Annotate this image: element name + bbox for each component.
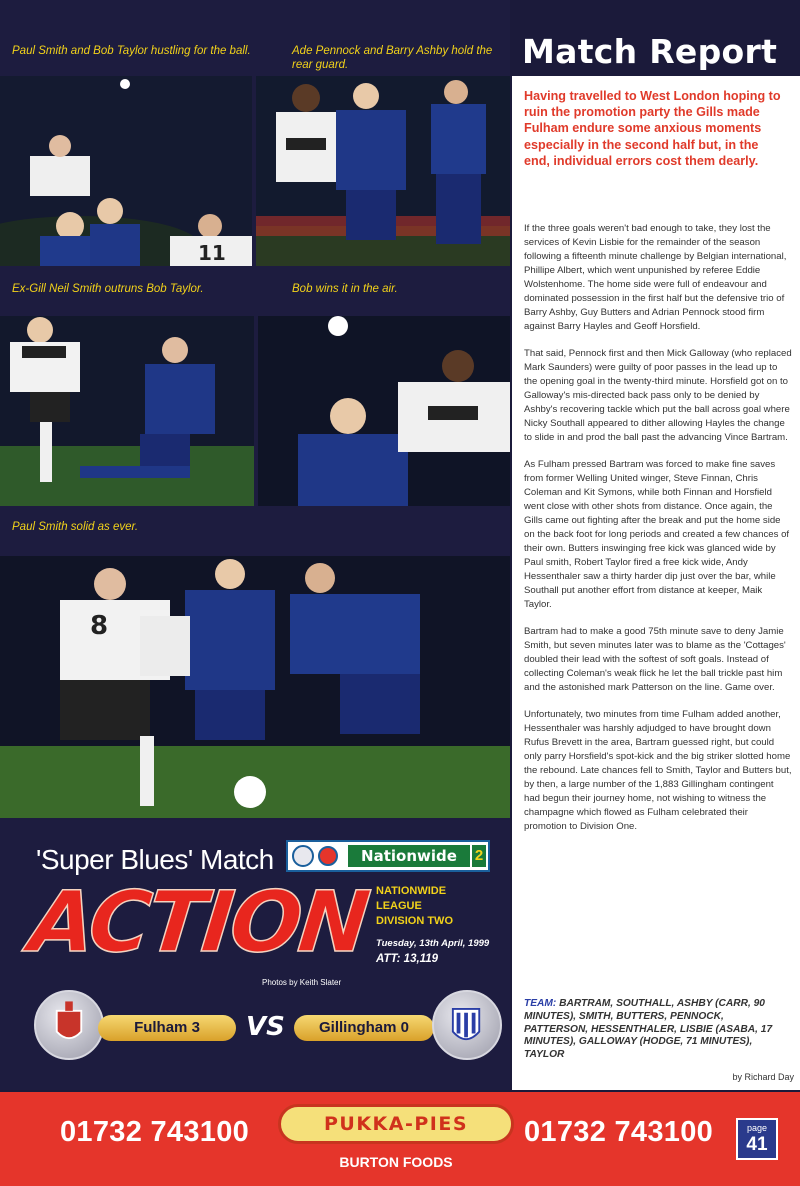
match-photo-5 bbox=[0, 556, 510, 818]
match-date: Tuesday, 13th April, 1999 bbox=[376, 938, 490, 949]
team-lineup bbox=[524, 998, 788, 1062]
phone-number-right: 01732 743100 bbox=[524, 1116, 714, 1148]
pukka-pies-logo: PUKKA-PIES bbox=[278, 1104, 514, 1144]
division-number: 2 bbox=[472, 845, 486, 867]
report-paragraph: As Fulham pressed Bartram was forced to make fine saves from former Welling United winger, Steve Finnan, Chris Coleman and Kit Symons, while both Finnan and Horsfield went close with other shots from distance. Once again, the Gills came out fighting after the break and put the home side on the back foot for long periods and created a few chances of their own. Butters inswinging free kick was glanced wide by Paul smith, Robert Taylor fired a free kick wide, Andy Hessenthaler saw a thirty harder dip just over the bar, while Southall put another effort from distance at keeper, Maik Taylor. bbox=[524, 459, 790, 610]
caption-photo-5: Paul Smith solid as ever. bbox=[12, 521, 139, 533]
caption-photo-2: Ade Pennock and Barry Ashby hold the rear guard. bbox=[292, 45, 493, 71]
league-info bbox=[376, 884, 453, 929]
phone-number-left: 01732 743100 bbox=[60, 1116, 250, 1148]
league-line-1: NATIONWIDE bbox=[376, 885, 447, 897]
attendance: ATT: 13,119 bbox=[376, 953, 438, 965]
match-report-column bbox=[512, 28, 800, 1090]
versus-label: VS bbox=[246, 1012, 285, 1042]
report-title: Match Report bbox=[512, 28, 800, 76]
burton-foods-label: BURTON FOODS bbox=[339, 1154, 453, 1170]
sponsor-footer bbox=[0, 1092, 800, 1186]
match-photo-3 bbox=[0, 316, 254, 506]
report-paragraph: That said, Pennock first and then Mick Galloway (who replaced Mark Saunders) were guilty of poor passes in the lead up to the opening goal in the twenty-third minute. Horsfield got on to Galloway's mis-directed back pass only to be denied by Ashby's recovering tackle which put the ball across goal where Nicky Southall appeared to dither allowing Hayles the change to slide in and prod the ball past the advancing Vince Bartram. bbox=[524, 348, 792, 443]
svg-text:8: 8 bbox=[90, 611, 109, 641]
action-heading: ACTION bbox=[24, 873, 372, 971]
nationwide-logo bbox=[286, 840, 490, 872]
fulham-crest-icon bbox=[34, 990, 104, 1060]
report-paragraph: Bartram had to make a good 75th minute save to deny Jamie Smith, but seven minutes later was to blame as the 'Cottages' doubled their lead with the softest of soft goals. Instead of collecting Coleman's weak flick he let the ball trickle past him and the astonished mark Patterson on the line. Game over. bbox=[524, 626, 786, 693]
report-paragraph: Unfortunately, two minutes from time Fulham added another, Hessenthaler was harshly adjudged to have brought down Rufus Brevett in the area, Bartram guessed right, but could only parry Horsfield's spot-kick and the big striker slotted home the rebound. Late chances fell to Smith, Taylor and Butters but, by then, a large number of the 1,883 Gillingham contingent had begun their journey home, not wishing to witness the champagne which flowed as Fulham celebrated their promotion to Division One. bbox=[524, 709, 792, 832]
svg-text:11: 11 bbox=[198, 241, 226, 265]
report-body bbox=[524, 222, 792, 847]
team-list: BARTRAM, SOUTHALL, ASHBY (CARR, 90 MINUTES), SMITH, BUTTERS, PENNOCK, PATTERSON, HESSENTHALER, LISBIE (ASABA, 17 MINUTES), GALLOWAY (HODGE, 71 MINUTES), TAYLOR bbox=[524, 998, 773, 1061]
match-photo-4 bbox=[258, 316, 510, 506]
team-label: TEAM: bbox=[524, 998, 557, 1009]
home-team-score: Fulham 3 bbox=[98, 1015, 236, 1041]
report-intro: Having travelled to West London hoping to ruin the promotion party the Gills made Fulham endure some anxious moments especially in the second half but, in the end, individual errors cost them dearly. bbox=[524, 89, 781, 168]
caption-photo-1: Paul Smith and Bob Taylor hustling for the ball. bbox=[12, 45, 251, 57]
gillingham-crest-icon bbox=[432, 990, 502, 1060]
page-label: page bbox=[746, 1123, 768, 1133]
nationwide-word: Nationwide bbox=[348, 845, 470, 867]
byline: by Richard Day bbox=[732, 1072, 794, 1082]
match-photo-2 bbox=[256, 76, 510, 266]
away-team-score: Gillingham 0 bbox=[294, 1015, 434, 1041]
report-paragraph: If the three goals weren't bad enough to take, they lost the services of Kevin Lisbie for the remainder of the season following a fifteenth minute challenge by Belgian international, Phillipe Albert, which went unpunished by referee Eddie Wolstenhome. The home side were full of endeavour and dominated possession in the first half but the defensive trio of Barry Ashby, Guy Butters and Adrian Pennock stood firm against Barry Hayles and Geoff Horsfield. bbox=[524, 223, 787, 332]
league-line-2: LEAGUE bbox=[376, 900, 422, 912]
page-number-box bbox=[736, 1118, 778, 1160]
crest-icon bbox=[292, 845, 314, 867]
match-photo-1 bbox=[0, 76, 252, 266]
caption-photo-3: Ex-Gill Neil Smith outruns Bob Taylor. bbox=[12, 283, 204, 295]
super-blues-heading: 'Super Blues' Match bbox=[36, 844, 274, 875]
league-line-3: DIVISION TWO bbox=[376, 915, 453, 927]
caption-photo-4: Bob wins it in the air. bbox=[292, 283, 398, 295]
photo-credit: Photos by Keith Slater bbox=[262, 978, 342, 987]
page-number: 41 bbox=[746, 1134, 768, 1155]
ball-icon bbox=[318, 846, 338, 866]
